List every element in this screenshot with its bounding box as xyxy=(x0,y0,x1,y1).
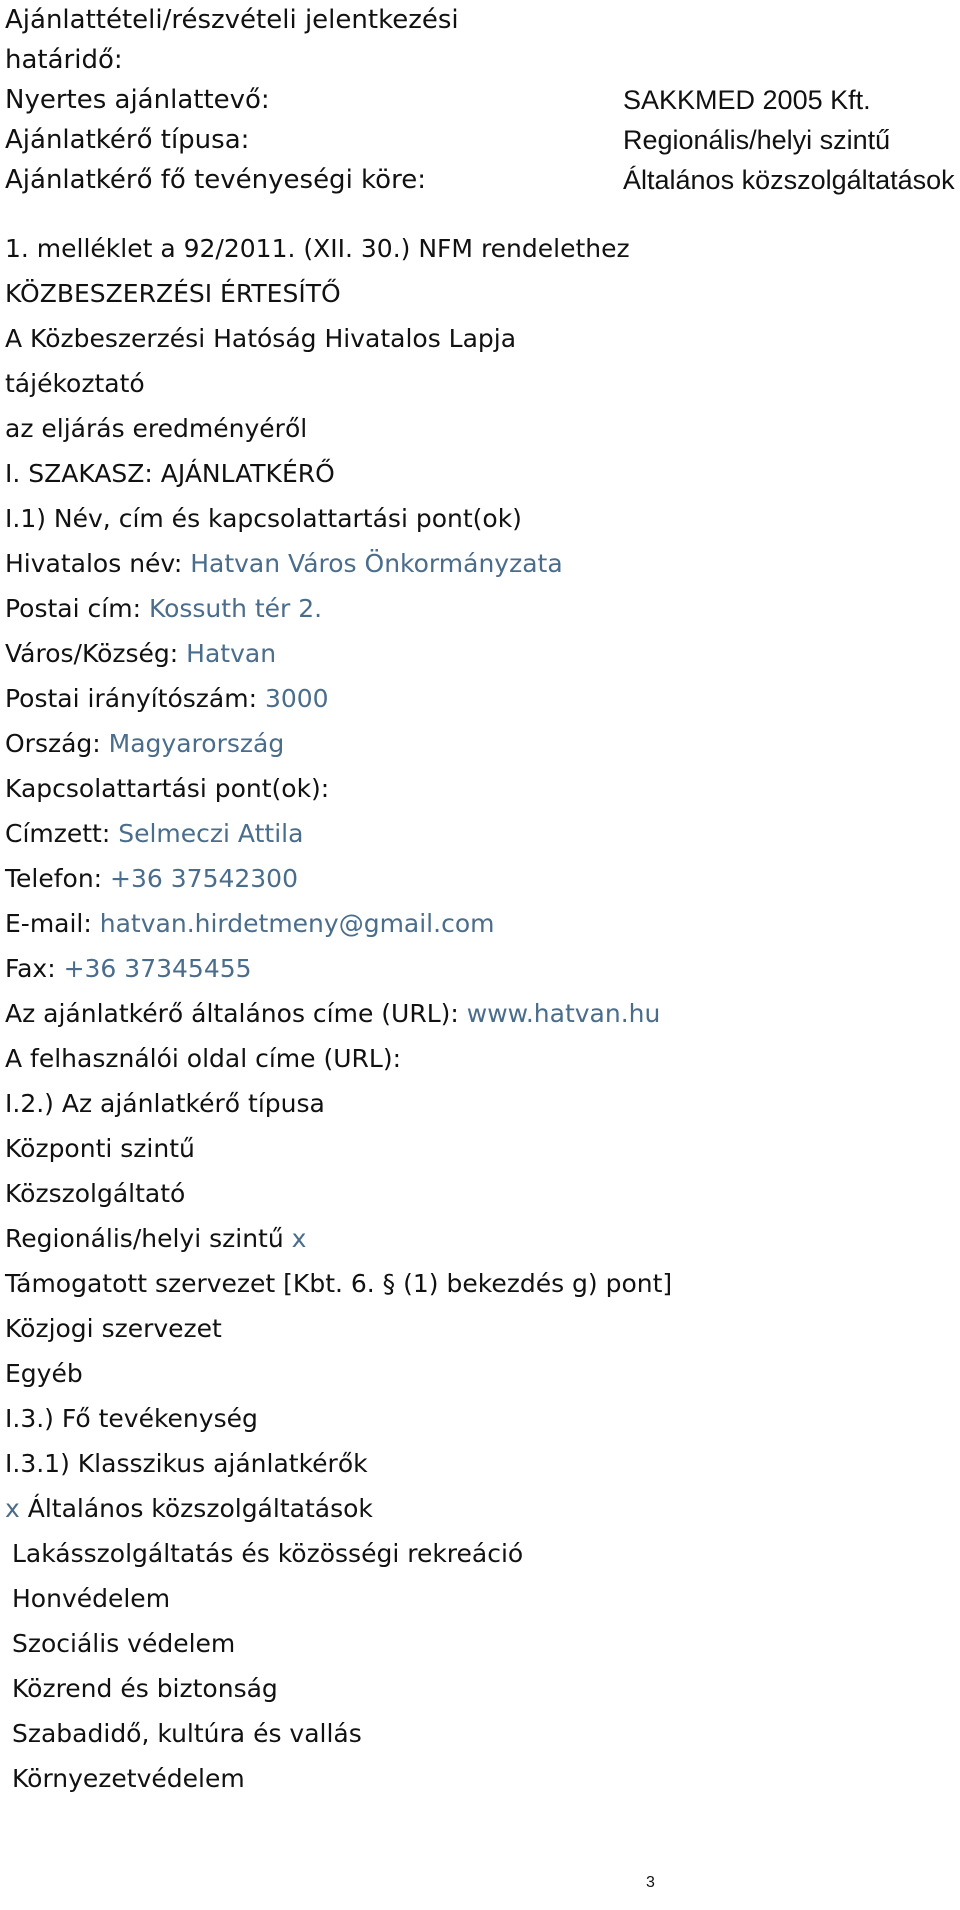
type-supported: Támogatott szervezet [Kbt. 6. § (1) bekezdés g) pont] xyxy=(5,1269,673,1298)
general-url-line xyxy=(5,991,955,1036)
phone-line xyxy=(5,856,955,901)
addressee-line xyxy=(5,811,955,856)
type-regional: Regionális/helyi szintű xyxy=(5,1224,292,1253)
activity-housing: Lakásszolgáltatás és közösségi rekreáció xyxy=(12,1539,524,1568)
type-regional-line xyxy=(5,1216,955,1261)
phone-label: Telefon: xyxy=(5,864,111,893)
postal-address-line xyxy=(5,586,955,631)
email-value[interactable]: hatvan.hirdetmeny@gmail.com xyxy=(99,909,495,938)
country-line xyxy=(5,721,955,766)
activity-general-mark: x xyxy=(5,1494,28,1523)
official-name-line xyxy=(5,541,955,586)
general-url-label: Az ajánlatkérő általános címe (URL): xyxy=(5,999,467,1028)
contact-points-line: Kapcsolattartási pont(ok): xyxy=(5,774,330,803)
deadline-row-1 xyxy=(5,0,955,40)
addressee-label: Címzett: xyxy=(5,819,119,848)
deadline-row-2 xyxy=(5,40,955,80)
postal-address-label: Postai cím: xyxy=(5,594,149,623)
fax-label: Fax: xyxy=(5,954,64,983)
type-central: Központi szintű xyxy=(5,1134,195,1163)
winner-value: SAKKMED 2005 Kft. xyxy=(623,85,871,115)
type-heading: I.2.) Az ajánlatkérő típusa xyxy=(5,1089,325,1118)
activity-value: Általános közszolgáltatások xyxy=(623,165,955,195)
fax-value: +36 37345455 xyxy=(63,954,252,983)
activity-row xyxy=(5,160,955,200)
zip-line xyxy=(5,676,955,721)
email-line xyxy=(5,901,955,946)
notice-body xyxy=(5,226,955,1801)
fax-line xyxy=(5,946,955,991)
info-line: tájékoztató xyxy=(5,369,145,398)
section-1-heading: I. SZAKASZ: AJÁNLATKÉRŐ xyxy=(5,459,335,488)
activity-social: Szociális védelem xyxy=(12,1629,236,1658)
official-name-label: Hivatalos név: xyxy=(5,549,191,578)
type-other: Egyéb xyxy=(5,1359,83,1388)
general-url-link[interactable]: www.hatvan.hu xyxy=(466,999,661,1028)
type-public-law: Közjogi szervezet xyxy=(5,1314,222,1343)
activity-general-line xyxy=(5,1486,955,1531)
type-value: Regionális/helyi szintű xyxy=(623,125,891,155)
page-number: 3 xyxy=(646,1874,655,1891)
activity-heading: I.3.) Fő tevékenység xyxy=(5,1404,258,1433)
deadline-label-line1: Ajánlattételi/részvételi jelentkezési xyxy=(5,5,459,35)
type-row xyxy=(5,120,955,160)
gazette-subtitle: A Közbeszerzési Hatóság Hivatalos Lapja xyxy=(5,324,517,353)
activity-label: Ajánlatkérő fő tevényeségi köre: xyxy=(5,165,426,195)
type-regional-mark: x xyxy=(291,1224,307,1253)
addressee-value: Selmeczi Attila xyxy=(118,819,304,848)
activity-general: Általános közszolgáltatások xyxy=(27,1494,373,1523)
country-value: Magyarország xyxy=(108,729,285,758)
activity-environment: Környezetvédelem xyxy=(12,1764,245,1793)
section-1-1-heading: I.1) Név, cím és kapcsolattartási pont(ok) xyxy=(5,504,522,533)
city-line xyxy=(5,631,955,676)
activity-leisure: Szabadidő, kultúra és vallás xyxy=(12,1719,362,1748)
gazette-title: KÖZBESZERZÉSI ÉRTESÍTŐ xyxy=(5,279,341,308)
type-public-service: Közszolgáltató xyxy=(5,1179,186,1208)
country-label: Ország: xyxy=(5,729,109,758)
postal-address-value: Kossuth tér 2. xyxy=(148,594,323,623)
winner-row xyxy=(5,80,955,120)
zip-label: Postai irányítószám: xyxy=(5,684,265,713)
city-label: Város/Község: xyxy=(5,639,187,668)
official-name-value: Hatvan Város Önkormányzata xyxy=(190,549,563,578)
phone-value: +36 37542300 xyxy=(110,864,298,893)
activity-subheading: I.3.1) Klasszikus ajánlatkérők xyxy=(5,1449,368,1478)
about-line: az eljárás eredményéről xyxy=(5,414,308,443)
activity-defence: Honvédelem xyxy=(12,1584,171,1613)
zip-value: 3000 xyxy=(264,684,329,713)
winner-label: Nyertes ajánlattevő: xyxy=(5,85,270,115)
summary-block xyxy=(5,0,955,200)
type-label: Ajánlatkérő típusa: xyxy=(5,125,250,155)
email-label: E-mail: xyxy=(5,909,100,938)
buyer-profile-line: A felhasználói oldal címe (URL): xyxy=(5,1044,402,1073)
annex-line: 1. melléklet a 92/2011. (XII. 30.) NFM rendelethez xyxy=(5,234,630,263)
activity-public-order: Közrend és biztonság xyxy=(12,1674,278,1703)
city-value: Hatvan xyxy=(186,639,277,668)
deadline-label-line2: határidő: xyxy=(5,45,123,75)
